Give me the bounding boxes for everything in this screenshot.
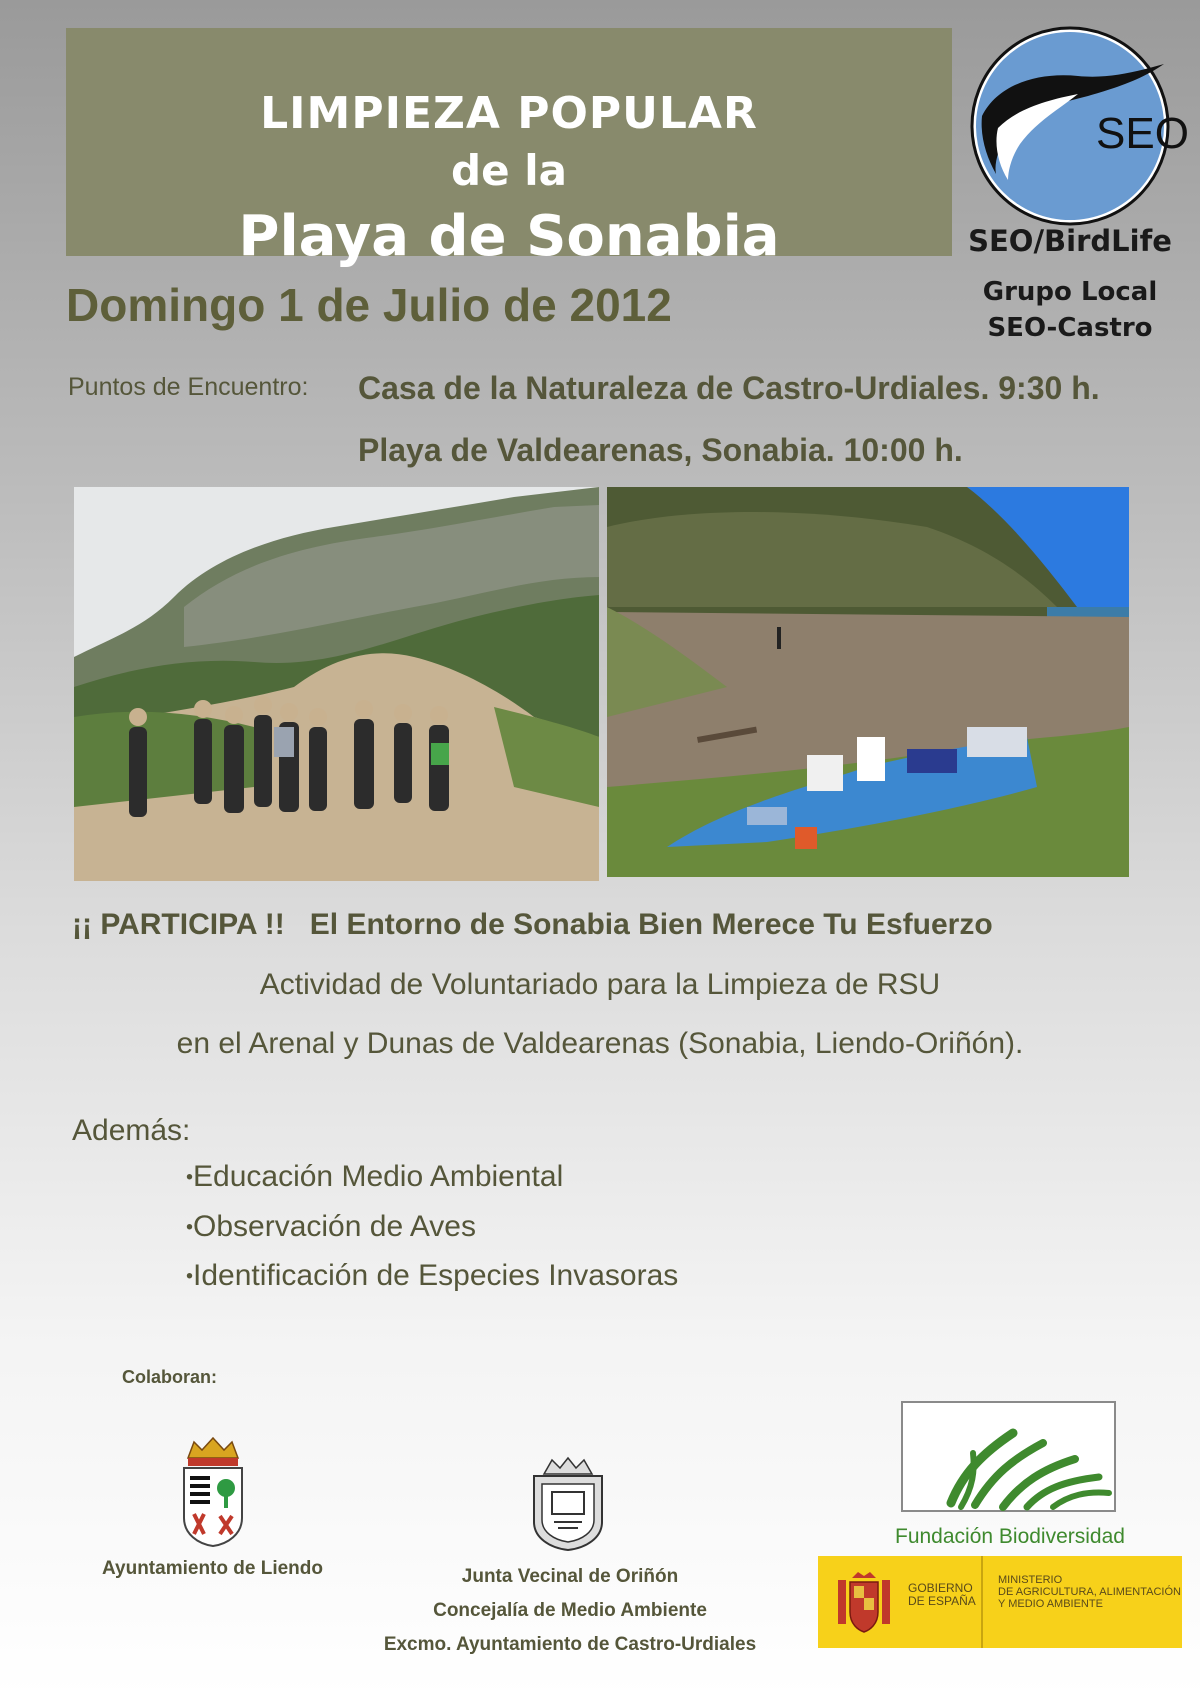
slogan-text: El Entorno de Sonabia Bien Merece Tu Esfuerzo [309,908,993,941]
bullet-icon: • [186,1265,194,1288]
title-line-2: de la [451,146,567,195]
orinon-coat-of-arms-icon [530,1456,606,1552]
bullet-icon: • [186,1216,194,1239]
sponsor-orinon-line-1: Junta Vecinal de Oriñón [461,1566,679,1587]
call-to-action [72,908,993,942]
extras-item-label: Observación de Aves [193,1210,476,1243]
title-line-3: Playa de Sonabia [238,204,780,269]
organizer-group [950,274,1190,346]
extras-item [186,1259,678,1293]
fundacion-name: Fundación Biodiversidad [895,1525,1125,1548]
ministerio-label-line-1: MINISTERIO [998,1574,1063,1586]
gobierno-label [908,1582,976,1608]
sponsor-orinon-line-2: Concejalía de Medio Ambiente [433,1600,707,1621]
gobierno-label-line-2: DE ESPAÑA [908,1594,976,1608]
title-banner [66,28,952,269]
meeting-label: Puntos de Encuentro: [68,373,309,401]
organizer-group-line-1: Grupo Local [982,277,1158,307]
meeting-point-1: Casa de la Naturaleza de Castro-Urdiales. 9:30 h. [358,370,1100,406]
ministerio-label-line-2: DE AGRICULTURA, ALIMENTACIÓN [998,1586,1181,1598]
seo-bird-logo-icon [968,24,1189,228]
meeting-point-2: Playa de Valdearenas, Sonabia. 10:00 h. [358,432,963,468]
grass-icon [903,1403,1114,1510]
extras-label: Además: [72,1114,191,1147]
photo-beach-rubbish [607,487,1129,877]
ministerio-label-line-3: Y MEDIO AMBIENTE [998,1598,1103,1610]
extras-item [186,1210,476,1244]
participa-text: ¡¡ PARTICIPA !! [72,908,285,941]
sponsor-orinon [360,1560,780,1662]
liendo-coat-of-arms-icon [180,1436,246,1548]
title-line-1: LIMPIEZA POPULAR [260,88,758,139]
sponsor-orinon-line-3: Excmo. Ayuntamiento de Castro-Urdiales [383,1634,757,1655]
extras-item-label: Educación Medio Ambiental [193,1160,564,1193]
bullet-icon: • [186,1166,194,1189]
ministerio-label [998,1574,1181,1610]
gobierno-divider [981,1556,983,1648]
seo-logo-text: SEO [1096,109,1189,158]
sponsors-label: Colaboran: [122,1367,218,1387]
gobierno-label-line-1: GOBIERNO [908,1581,973,1595]
description-line-2: en el Arenal y Dunas de Valdearenas (Sonabia, Liendo-Oriñón). [176,1027,1024,1060]
sponsor-liendo: Ayuntamiento de Liendo [102,1558,323,1579]
fundacion-logo [901,1401,1116,1512]
event-date: Domingo 1 de Julio de 2012 [66,279,672,331]
extras-item [186,1160,563,1194]
spain-coat-of-arms-icon [836,1570,892,1634]
description-line-1: Actividad de Voluntariado para la Limpieza de RSU [259,968,941,1001]
photo-volunteers-dunes [74,487,599,881]
extras-item-label: Identificación de Especies Invasoras [193,1259,679,1292]
organizer-group-line-2: SEO-Castro [987,313,1153,343]
organizer-name: SEO/BirdLife [968,224,1172,258]
